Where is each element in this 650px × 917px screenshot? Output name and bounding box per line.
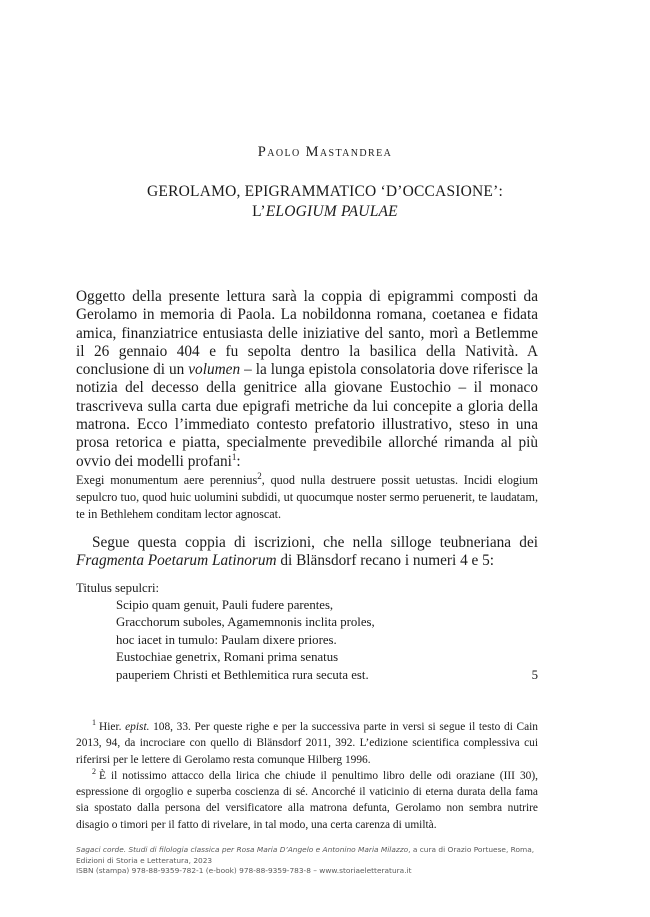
body-paragraph-2 bbox=[76, 534, 538, 571]
block-quote bbox=[76, 472, 538, 523]
footnotes bbox=[76, 719, 538, 833]
poem-line-last bbox=[116, 667, 538, 684]
quote-part-a: Exegi monumentum aere perennius bbox=[76, 473, 258, 487]
p2-italic: Fragmenta Poetarum Latinorum bbox=[76, 552, 277, 570]
colophon-isbn: ISBN (stampa) 978-88-9359-782-1 (e-book) 978-88-9359-783-8 – www.storiaeletteratura.it bbox=[76, 866, 412, 876]
title-prefix: L’ bbox=[252, 203, 266, 220]
footnote-ref-1[interactable]: 1 bbox=[231, 451, 237, 462]
p1-end: : bbox=[236, 452, 241, 470]
poem-line: Scipio quam genuit, Pauli fudere parentes, bbox=[116, 598, 334, 612]
poem-line: Gracchorum suboles, Agamemnonis inclita proles, bbox=[116, 615, 375, 630]
article-title bbox=[0, 182, 650, 222]
footnote-2-text: È il notissimo attacco della lirica che chiude il penultimo libro delle odi oraziane (III 30), espressione di orgoglio e superba coscienza di sé. Ancorché il vaticinio di eterna durata della fama sia spostato dalla persona del versificatore alla matrona defunta, Gerolamo non sembra nutrire disagio o timori per il fatto di rivelare, in tal modo, una certa carenza di umiltà. bbox=[76, 769, 538, 831]
title-line-2 bbox=[0, 202, 650, 222]
line-number: 5 bbox=[531, 667, 538, 682]
body-paragraph-1 bbox=[76, 288, 538, 471]
footnote-1 bbox=[76, 719, 538, 768]
p2-text-b: di Blänsdorf recano i numeri 4 e 5: bbox=[276, 552, 495, 570]
title-line-1: GEROLAMO, EPIGRAMMATICO ‘D’OCCASIONE’: bbox=[147, 183, 503, 200]
title-italic: ELOGIUM PAULAE bbox=[265, 203, 398, 220]
footnote-2-mark: 2 bbox=[92, 767, 96, 777]
poem-heading: Titulus sepulcri: bbox=[76, 581, 160, 595]
p1-italic: volumen bbox=[188, 361, 241, 379]
author-name: Paolo Mastandrea bbox=[257, 144, 393, 160]
p1-text-b: – la lunga epistola consolatoria dove riferisce la notizia del decesso della genitrice alla giovane Eustochio – il monaco trascriveva sulla carta due epigrafi metriche da lui concepite a gloria della matrona. Ecco l’immediato contesto prefatorio illustrativo, steso in una prosa retorica e piatta, specialmente prevedibile allorché rimanda al più ovvio dei modelli profani bbox=[76, 361, 538, 470]
poem-line: hoc iacet in tumulo: Paulam dixere priores. bbox=[116, 632, 337, 647]
footnote-2 bbox=[76, 768, 538, 833]
footnote-1-b: 108, 33. Per queste righe e per la successiva parte in versi si segue il testo di Cain 2013, 94, da incrociare con quello di Blänsdorf 2011, 392. L’edizione scientifica complessiva cui riferirsi per le lettere di Gerolamo resta comunque Hilberg 1996. bbox=[76, 721, 539, 766]
footnote-1-mark: 1 bbox=[92, 718, 96, 728]
poem-line: Eustochiae genetrix, Romani prima senatus bbox=[116, 650, 339, 665]
colophon-book-title: Sagaci corde. Studi di filologia classica per Rosa Maria D’Angelo e Antonino Maria Milazzo bbox=[76, 845, 409, 854]
quote-part-b: , quod nulla destruere possit uetustas. Incidi elogium sepulcro tuo, quod huic uolumini subdidi, ut quocumque noster sermo peruenerit, te laudatam, te in Bethlehem conditam lector agnoscat. bbox=[76, 473, 538, 521]
footnote-1-a: Hier. bbox=[99, 721, 126, 733]
colophon bbox=[76, 845, 556, 877]
poem bbox=[116, 597, 538, 684]
colophon-publisher: , a cura di Orazio Portuese, Roma, Edizioni di Storia e Letteratura, 2023 bbox=[76, 845, 535, 865]
footnote-1-italic: epist. bbox=[125, 721, 150, 733]
p1-text-a: Oggetto della presente lettura sarà la coppia di epigrammi composti da Gerolamo in memoria di Paola. La nobildonna romana, coetanea e fidata amica, finanziatrice entusiasta delle iniziative del santo, morì a Betlemme il 26 gennaio 404 e fu sepolta dentro la basilica della Natività. A conclusione di un bbox=[76, 288, 538, 379]
footnote-ref-2[interactable]: 2 bbox=[257, 470, 262, 481]
colophon-line-1 bbox=[76, 845, 556, 866]
poem-line-text: pauperiem Christi et Bethlemitica rura secuta est. bbox=[116, 667, 369, 682]
p2-text-a: Segue questa coppia di iscrizioni, che nella silloge teubneriana dei bbox=[92, 534, 538, 551]
